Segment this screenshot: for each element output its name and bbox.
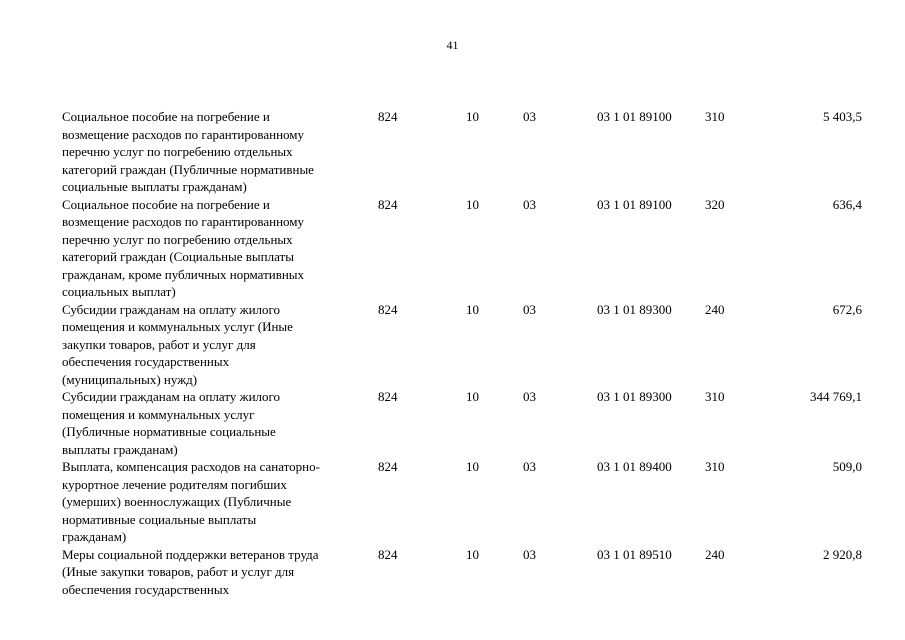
row-name (62, 388, 378, 458)
row-target-article: 03 1 01 89300 (597, 389, 672, 404)
row-section: 10 (466, 459, 479, 474)
row-name-line: социальных выплат) (62, 284, 176, 299)
row-sum: 636,4 (832, 196, 862, 212)
row-expense-type: 310 (705, 459, 725, 474)
row-name-line: перечню услуг по погребению отдельных (62, 144, 293, 159)
row-section: 10 (466, 196, 479, 212)
row-name-line: Социальное пособие на погребение и (62, 109, 270, 124)
row-name-line: Субсидии гражданам на оплату жилого (62, 389, 281, 404)
row-name-line: возмещение расходов по гарантированному (62, 126, 305, 142)
row-name-line: Выплата, компенсация расходов на санаторно- (62, 459, 320, 474)
row-name-line: (Иные закупки товаров, работ и услуг для (62, 564, 295, 579)
row-subsection: 03 (523, 109, 536, 124)
row-grbs: 824 (378, 196, 398, 212)
row-sum: 672,6 (832, 301, 862, 317)
row-name-line: курортное лечение родителям погибших (62, 476, 287, 492)
row-expense-type: 310 (705, 389, 725, 404)
row-section: 10 (466, 546, 479, 562)
row-subsection: 03 (523, 196, 536, 212)
row-section: 10 (466, 109, 479, 124)
row-expense-type: 240 (705, 546, 725, 562)
page-number: 41 (446, 38, 459, 52)
table-row (62, 301, 874, 389)
table-row (62, 196, 874, 301)
row-name-line: гражданам) (62, 529, 127, 544)
row-name (62, 458, 378, 546)
row-name-line: (Публичные нормативные социальные (62, 424, 276, 439)
row-expense-type: 320 (705, 196, 725, 212)
row-grbs: 824 (378, 109, 398, 124)
row-subsection: 03 (523, 389, 536, 404)
row-target-article: 03 1 01 89100 (597, 196, 672, 212)
row-name-line: закупки товаров, работ и услуг для (62, 336, 256, 352)
row-name (62, 301, 378, 389)
row-grbs: 824 (378, 389, 398, 404)
table-row (62, 388, 874, 458)
row-subsection: 03 (523, 459, 536, 474)
table-row (62, 546, 874, 599)
row-target-article: 03 1 01 89510 (597, 546, 672, 562)
row-grbs: 824 (378, 459, 398, 474)
row-target-article: 03 1 01 89100 (597, 109, 672, 124)
row-target-article: 03 1 01 89400 (597, 459, 672, 474)
row-name-line: обеспечения государственных (62, 354, 230, 369)
table-row (62, 108, 874, 196)
row-name-line: социальные выплаты гражданам) (62, 179, 247, 194)
row-subsection: 03 (523, 546, 536, 562)
row-name-line: Социальное пособие на погребение и (62, 196, 270, 212)
row-section: 10 (466, 301, 479, 317)
row-name (62, 546, 378, 599)
row-grbs: 824 (378, 301, 398, 317)
row-name-line: возмещение расходов по гарантированному (62, 214, 305, 229)
row-subsection: 03 (523, 301, 536, 317)
row-target-article: 03 1 01 89300 (597, 301, 672, 317)
row-name-line: обеспечения государственных (62, 581, 230, 597)
row-sum: 509,0 (832, 459, 862, 474)
row-name-line: категорий граждан (Социальные выплаты (62, 249, 294, 264)
row-expense-type: 240 (705, 301, 725, 317)
row-name (62, 108, 378, 196)
row-name-line: нормативные социальные выплаты (62, 511, 257, 527)
row-name-line: выплаты гражданам) (62, 441, 178, 457)
row-name-line: Субсидии гражданам на оплату жилого (62, 301, 281, 317)
row-name-line: перечню услуг по погребению отдельных (62, 231, 293, 247)
row-name-line: помещения и коммунальных услуг (62, 406, 255, 422)
row-sum: 5 403,5 (823, 109, 862, 124)
row-name-line: помещения и коммунальных услуг (Иные (62, 319, 293, 334)
row-name-line: категорий граждан (Публичные нормативные (62, 161, 314, 177)
row-name-line: (муниципальных) нужд) (62, 371, 198, 387)
row-name (62, 196, 378, 301)
row-sum: 344 769,1 (810, 389, 862, 404)
budget-table (62, 108, 874, 598)
row-sum: 2 920,8 (823, 546, 862, 562)
table-row (62, 458, 874, 546)
row-section: 10 (466, 389, 479, 404)
row-name-line: (умерших) военнослужащих (Публичные (62, 494, 292, 509)
row-name-line: Меры социальной поддержки ветеранов труда (62, 546, 319, 562)
row-name-line: гражданам, кроме публичных нормативных (62, 266, 305, 282)
row-grbs: 824 (378, 546, 398, 562)
row-expense-type: 310 (705, 109, 725, 124)
